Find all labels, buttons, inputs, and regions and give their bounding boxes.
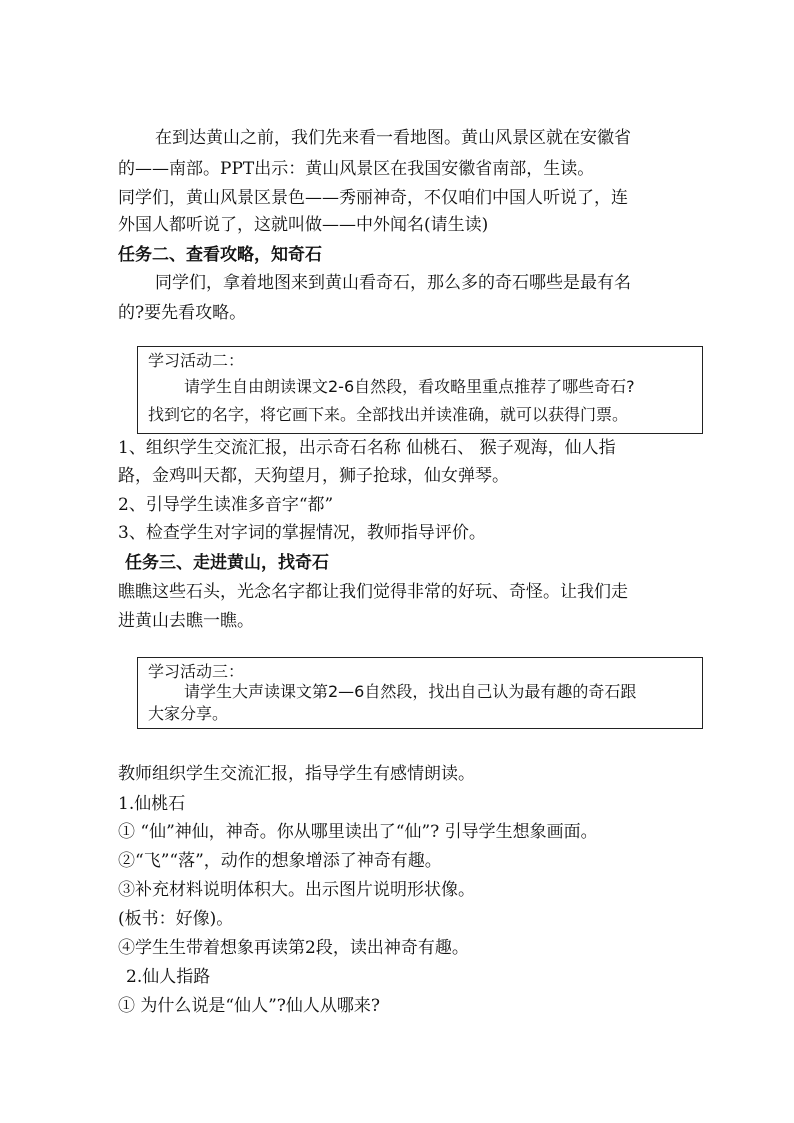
paragraph-line: 同学们，黄山风景区景色——秀丽神奇，不仅咱们中国人听说了，连 [118, 188, 628, 208]
paragraph-line: 瞧瞧这些石头，光念名字都让我们觉得非常的好玩、奇怪。让我们走 [118, 582, 628, 602]
activity-box-2 [137, 346, 703, 434]
list-item: ① “仙”神仙，神奇。你从哪里读出了“仙”? 引导学生想象画面。 [118, 822, 598, 842]
list-item: 2.仙人指路 [126, 967, 211, 987]
list-item: (板书：好像)。 [118, 909, 234, 929]
activity-title: 学习活动二： [148, 351, 245, 370]
paragraph-line: 的?要先看攻略。 [118, 303, 247, 323]
paragraph-line: 在到达黄山之前，我们先来看一看地图。黄山风景区就在安徽省 [155, 128, 631, 148]
list-item: ④学生生带着想象再读第2段，读出神奇有趣。 [118, 938, 469, 958]
list-item: ① 为什么说是“仙人”?仙人从哪来? [118, 996, 381, 1016]
activity-line: 找到它的名字，将它画下来。全部找出并读准确，就可以获得门票。 [148, 405, 629, 424]
activity-line: 大家分享。 [148, 704, 229, 723]
list-item: ③补充材料说明体积大。出示图片说明形状像。 [118, 880, 475, 900]
activity-title: 学习活动三： [148, 662, 245, 681]
activity-box-3 [137, 657, 703, 729]
activity-line: 请学生大声读课文第2—6自然段，找出自己认为最有趣的奇石跟 [184, 682, 637, 701]
list-item: 1.仙桃石 [118, 794, 186, 814]
list-item: 3、检查学生对字词的掌握情况，教师指导评价。 [118, 523, 486, 543]
paragraph-line: 外国人都听说了，这就叫做——中外闻名(请生读) [118, 215, 489, 235]
paragraph-line: 同学们，拿着地图来到黄山看奇石，那么多的奇石哪些是最有名 [155, 273, 631, 293]
list-item: 1、组织学生交流汇报，出示奇石名称 仙桃石、 猴子观海，仙人指 [118, 438, 616, 458]
section-heading-task3: 任务三、走进黄山，找奇石 [125, 553, 329, 573]
activity-line: 请学生自由朗读课文2-6自然段，看攻略里重点推荐了哪些奇石? [184, 377, 635, 396]
list-item: 路，金鸡叫天都，天狗望月，狮子抢球，仙女弹琴。 [118, 466, 509, 486]
section-heading-task2: 任务二、查看攻略，知奇石 [118, 245, 322, 265]
paragraph-line: 进黄山去瞧一瞧。 [118, 611, 254, 631]
paragraph-line: 教师组织学生交流汇报，指导学生有感情朗读。 [118, 764, 475, 784]
list-item: ②“飞”“落”，动作的想象增添了神奇有趣。 [118, 851, 442, 871]
list-item: 2、引导学生读准多音字“都” [118, 495, 334, 515]
paragraph-line: 的——南部。PPT出示：黄山风景区在我国安徽省南部，生读。 [118, 159, 595, 179]
